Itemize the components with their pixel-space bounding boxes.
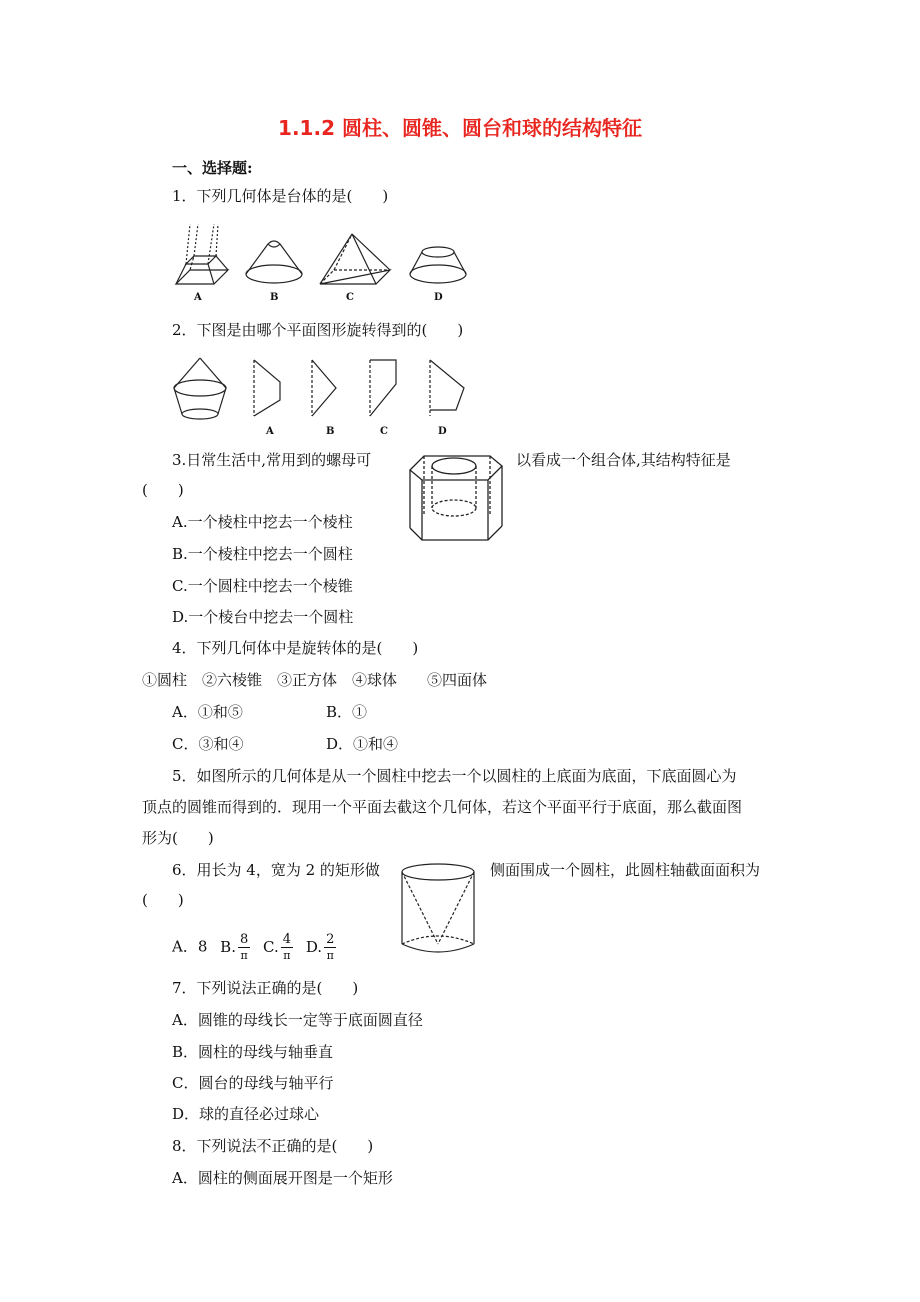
- q6-option-b: B.: [220, 937, 236, 956]
- q1-solids-diagram: [168, 222, 478, 304]
- page-title: 1.1.2 圆柱、圆锥、圆台和球的结构特征: [278, 116, 642, 140]
- q6-options: [172, 932, 338, 963]
- q6-option-c: C.: [263, 937, 279, 956]
- q6-fraction-d: $\frac{2}{\pi}$: [326, 932, 335, 962]
- q1-label-b: B: [270, 292, 279, 303]
- q6-cylinder-figure: [396, 860, 480, 960]
- question-5-line-2: 顶点的圆锥而得到的．现用一个平面去截这个几何体，若这个平面平行于底面，那么截面图: [142, 798, 743, 816]
- q1-label-a: A: [194, 292, 202, 303]
- q1-figure-b: [246, 241, 302, 283]
- q4-option-b: B．①: [326, 703, 368, 721]
- q6-option-d: D.: [305, 937, 323, 956]
- q3-nut-figure: [402, 448, 506, 546]
- q8-option-a: A．圆柱的侧面展开图是一个矩形: [172, 1169, 393, 1187]
- question-8: 8．下列说法不正确的是( ): [172, 1137, 374, 1155]
- q4-option-a: A．①和⑤: [172, 703, 243, 721]
- q2-figures: [168, 354, 478, 438]
- question-5-line-1: 5．如图所示的几何体是从一个圆柱中挖去一个以圆柱的上底面为底面，下底面圆心为: [172, 767, 737, 785]
- question-3-text-left: 3.日常生活中,常用到的螺母可: [172, 451, 372, 469]
- q6-fraction-b: $\frac{8}{\pi}$: [239, 932, 249, 962]
- cylinder-cone-diagram: [396, 860, 480, 960]
- q4-items: ①圆柱 ②六棱锥 ③正方体 ④球体 ⑤四面体: [142, 671, 488, 689]
- q3-option-d: D.一个棱台中挖去一个圆柱: [172, 608, 354, 626]
- q3-option-c: C.一个圆柱中挖去一个棱锥: [172, 577, 353, 595]
- q6-fraction-c: $\frac{4}{\pi}$: [282, 932, 292, 962]
- question-3-text-right: 以看成一个组合体,其结构特征是: [516, 451, 731, 469]
- q1-figure-c: [320, 234, 390, 284]
- q1-figures: [168, 222, 478, 304]
- q1-figure-d: [410, 247, 466, 283]
- q2-label-d: D: [438, 426, 447, 437]
- q1-label-d: D: [434, 292, 443, 303]
- question-7: 7．下列说法正确的是( ): [172, 979, 359, 997]
- q2-revolution-diagram: [168, 354, 478, 438]
- q2-option-d: [430, 360, 464, 416]
- q2-label-a: A: [266, 426, 274, 437]
- question-5-line-3: 形为( ): [142, 829, 214, 847]
- q3-option-b: B.一个棱柱中挖去一个圆柱: [172, 545, 353, 563]
- q1-label-c: C: [346, 292, 354, 303]
- q7-option-d: D．球的直径必过球心: [172, 1105, 320, 1123]
- q2-option-b: [312, 360, 336, 416]
- question-2: 2．下图是由哪个平面图形旋转得到的( ): [172, 321, 464, 339]
- q1-figure-a: [176, 224, 228, 284]
- q2-solid: [174, 358, 226, 419]
- q7-option-a: A．圆锥的母线长一定等于底面圆直径: [172, 1011, 423, 1029]
- hex-nut-diagram: [402, 448, 506, 546]
- question-3-paren: ( ): [142, 481, 184, 499]
- section-heading: 一、选择题:: [172, 159, 253, 177]
- question-6-paren: ( ): [142, 891, 184, 909]
- q2-label-c: C: [380, 426, 388, 437]
- question-6-text-right: 侧面围成一个圆柱，此圆柱轴截面面积为: [490, 861, 761, 879]
- q7-option-c: C．圆台的母线与轴平行: [172, 1074, 334, 1092]
- question-6-text-left: 6．用长为 4，宽为 2 的矩形做: [172, 861, 380, 879]
- q2-option-c: [370, 360, 396, 416]
- q4-option-c: C．③和④: [172, 735, 244, 753]
- q7-option-b: B．圆柱的母线与轴垂直: [172, 1043, 334, 1061]
- q2-option-a: [254, 360, 280, 416]
- q2-label-b: B: [326, 426, 335, 437]
- q4-option-d: D．①和④: [326, 735, 399, 753]
- question-4: 4．下列几何体中是旋转体的是( ): [172, 639, 419, 657]
- q3-option-a: A.一个棱柱中挖去一个棱柱: [172, 513, 353, 531]
- question-1: 1．下列几何体是台体的是( ): [172, 187, 389, 205]
- q6-option-a: A．8: [172, 937, 208, 956]
